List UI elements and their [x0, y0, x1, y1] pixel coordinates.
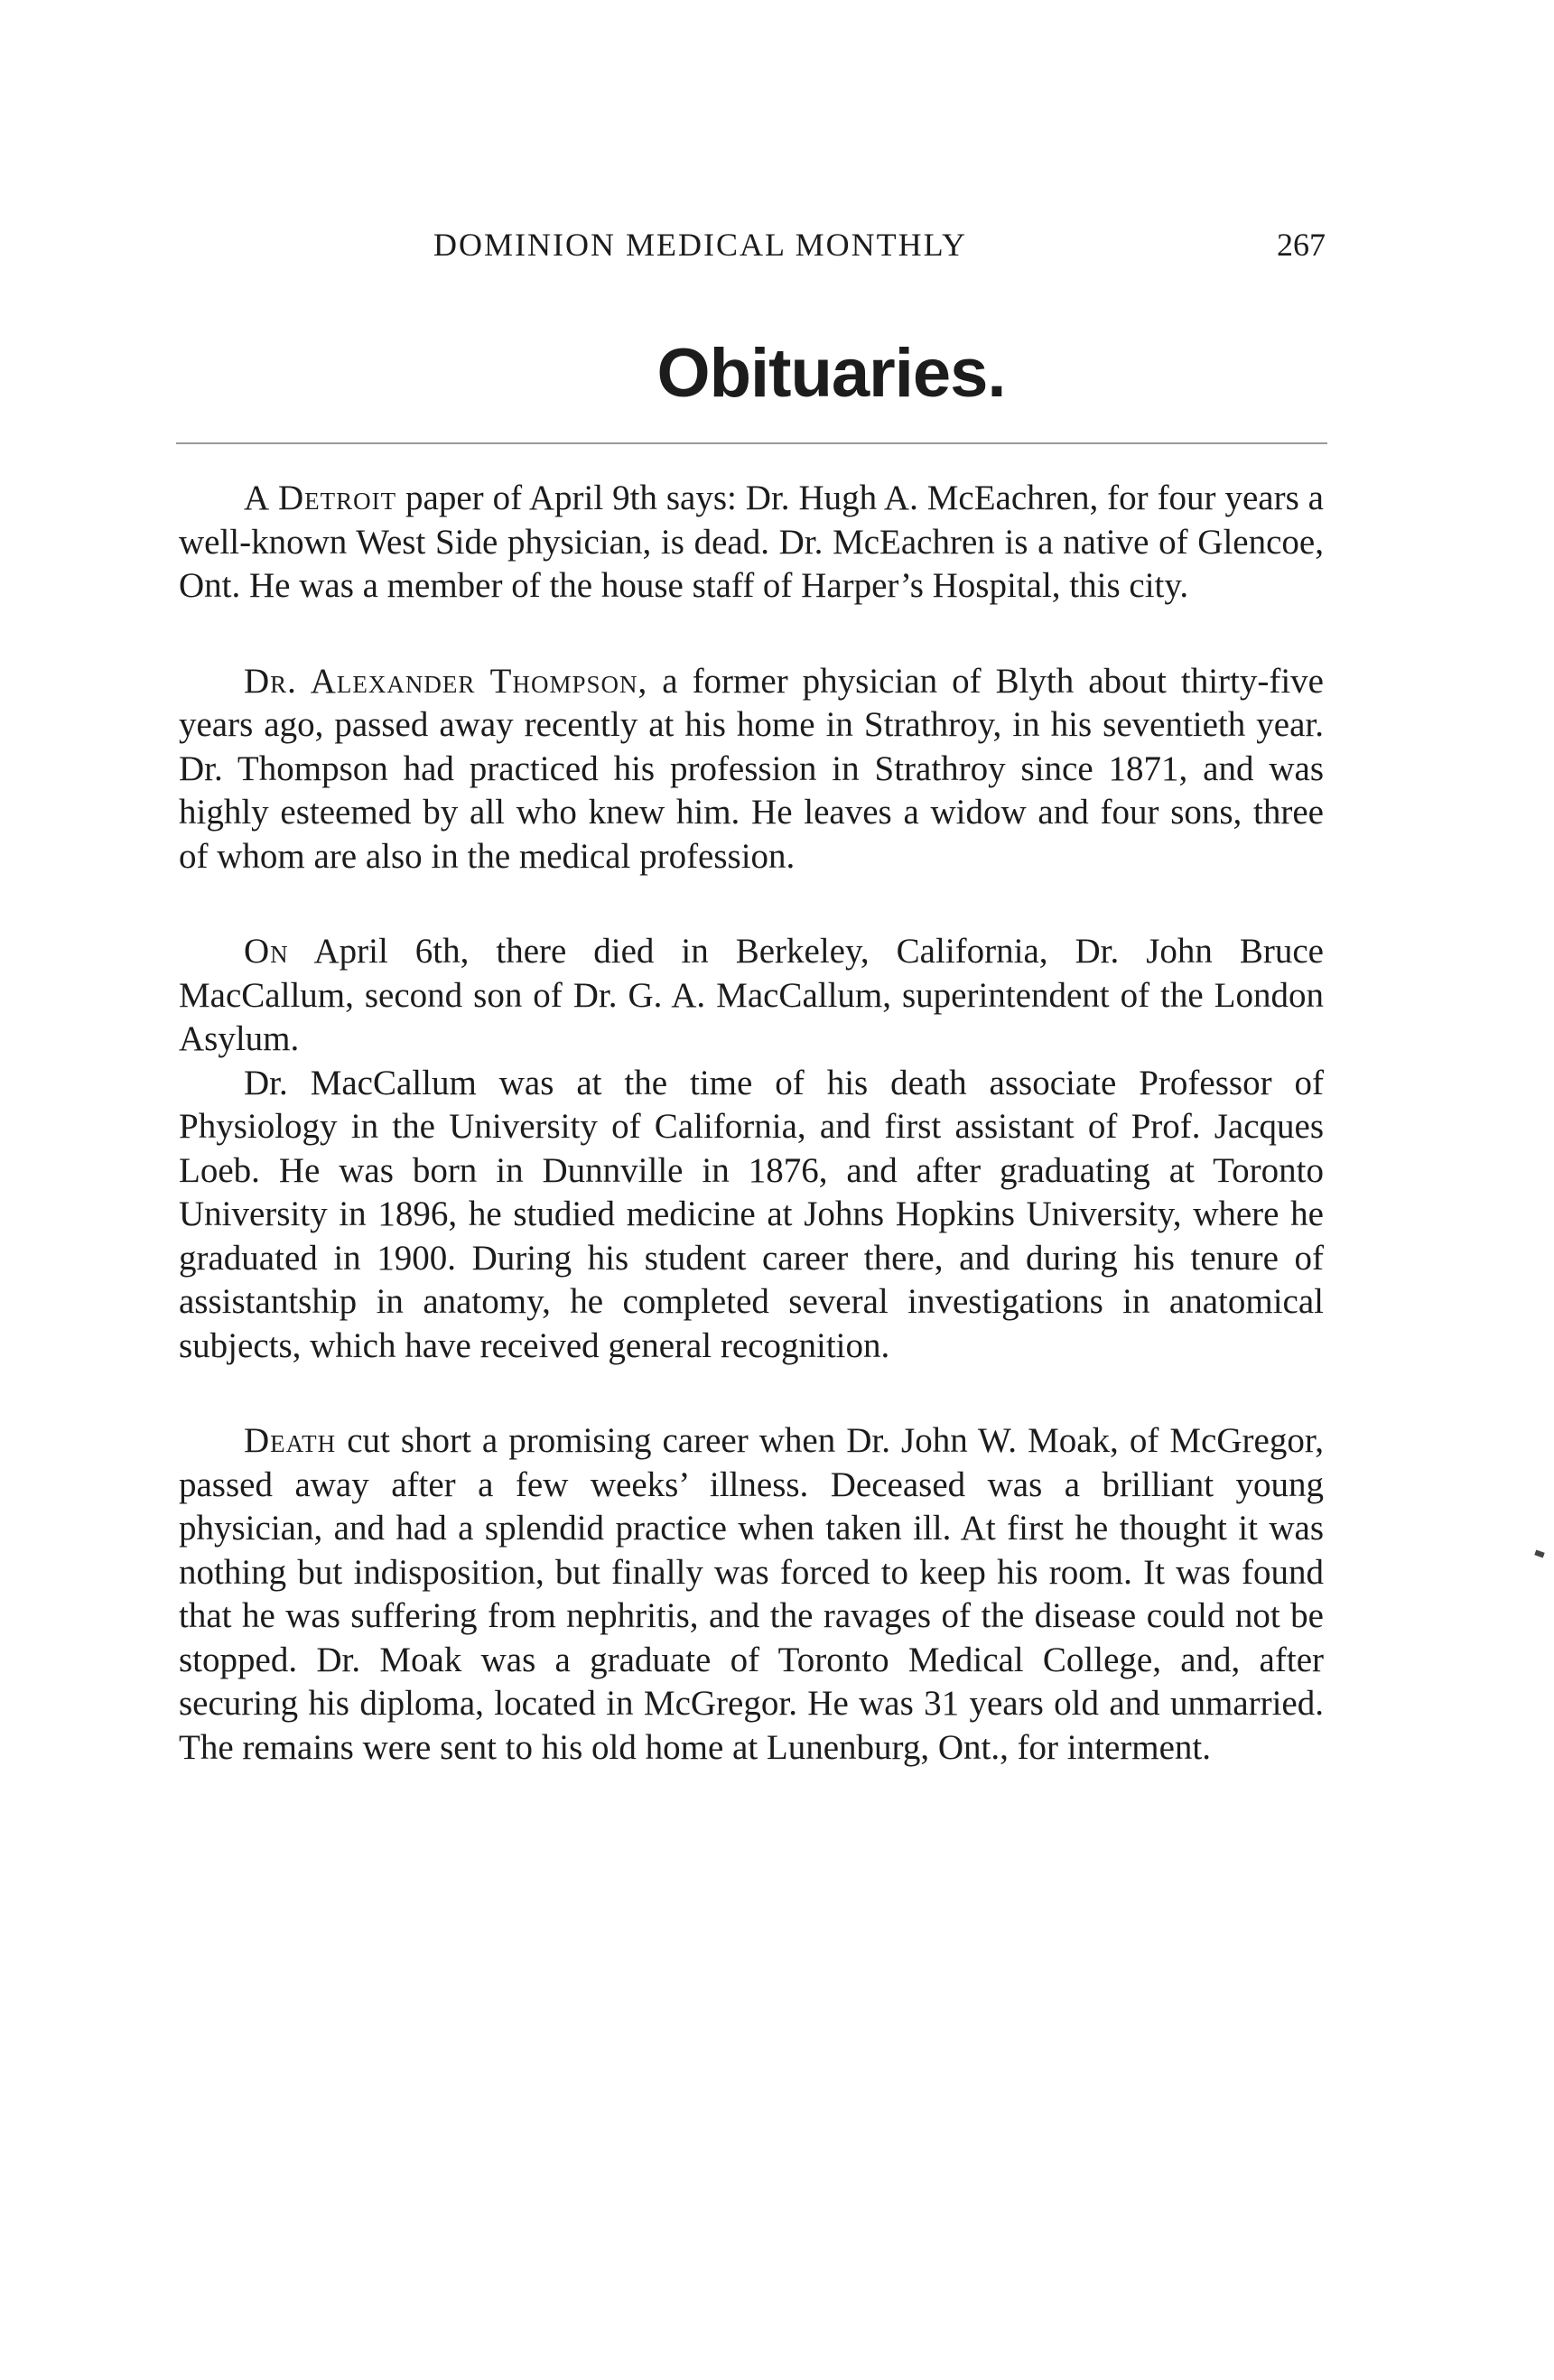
- running-head: [181, 226, 1326, 280]
- obituary-mceachren: [179, 477, 1324, 609]
- section-title: Obituaries.: [656, 335, 1006, 412]
- title-divider: [176, 442, 1327, 444]
- obituary-moak: [179, 1419, 1324, 1770]
- paragraph-lead: Dr. Alexander Thompson,: [244, 661, 648, 701]
- obituaries-body: [179, 477, 1324, 1770]
- paragraph-text: Dr. MacCallum was at the time of his death associate Professor of Physiology in the University of California, and first assistant of Prof. Jacques Loeb. He was born in Dunnville in 1876, and after graduating at Toronto University in 1896, he studied medicine at Johns Hopkins University, where he graduated in 1900. During his student career there, and during his tenure of assistantship in anatomy, he completed several investigations in anatomical subjects, which have received general recognition.: [179, 1063, 1324, 1365]
- obituary-maccallum-continued: [179, 1062, 1324, 1369]
- obituary-maccallum: [179, 930, 1324, 1062]
- paragraph-lead: On: [244, 932, 289, 971]
- obituary-thompson: [179, 660, 1324, 879]
- ink-speck: [1534, 1549, 1544, 1557]
- paragraph-lead: A Detroit: [244, 479, 397, 517]
- paragraph-lead: Death: [244, 1421, 337, 1460]
- paragraph-text: cut short a promising career when Dr. John W. Moak, of McGregor, passed away after a few weeks’ illness. Deceased was a brilliant young physician, and had a splendid practice when taken ill. At first he thought it was nothing but indisposition, but finally was forced to keep his room. It was found that he was suffering from nephritis, and the ravages of the disease could not be stopped. Dr. Moak was a graduate of Toronto Medical College, and, after securing his diploma, located in McGregor. He was 31 years old and unmarried. The remains were sent to his old home at Lunenburg, Ont., for interment.: [179, 1421, 1324, 1767]
- page-number: 267: [1277, 227, 1326, 263]
- journal-title: DOMINION MEDICAL MONTHLY: [433, 227, 968, 263]
- paragraph-text: paper of April 9th says: Dr. Hugh A. McEachren, for four years a well-known West Side physician, is dead. Dr. McEachren is a native of Glencoe, Ont. He was a member of the house staff of Harper’s Hospital, this city.: [179, 479, 1324, 605]
- paragraph-text: April 6th, there died in Berkeley, California, Dr. John Bruce MacCallum, second son of Dr. G. A. MacCallum, superintendent of the London Asylum.: [179, 932, 1324, 1058]
- paragraph-text: a former physician of Blyth about thirty-five years ago, passed away recently at his home in Strathroy, in his seventieth year. Dr. Thompson had practiced his profession in Strathroy since 1871, and was highly esteemed by all who knew him. He leaves a widow and four sons, three of whom are also in the medical profession.: [179, 661, 1324, 876]
